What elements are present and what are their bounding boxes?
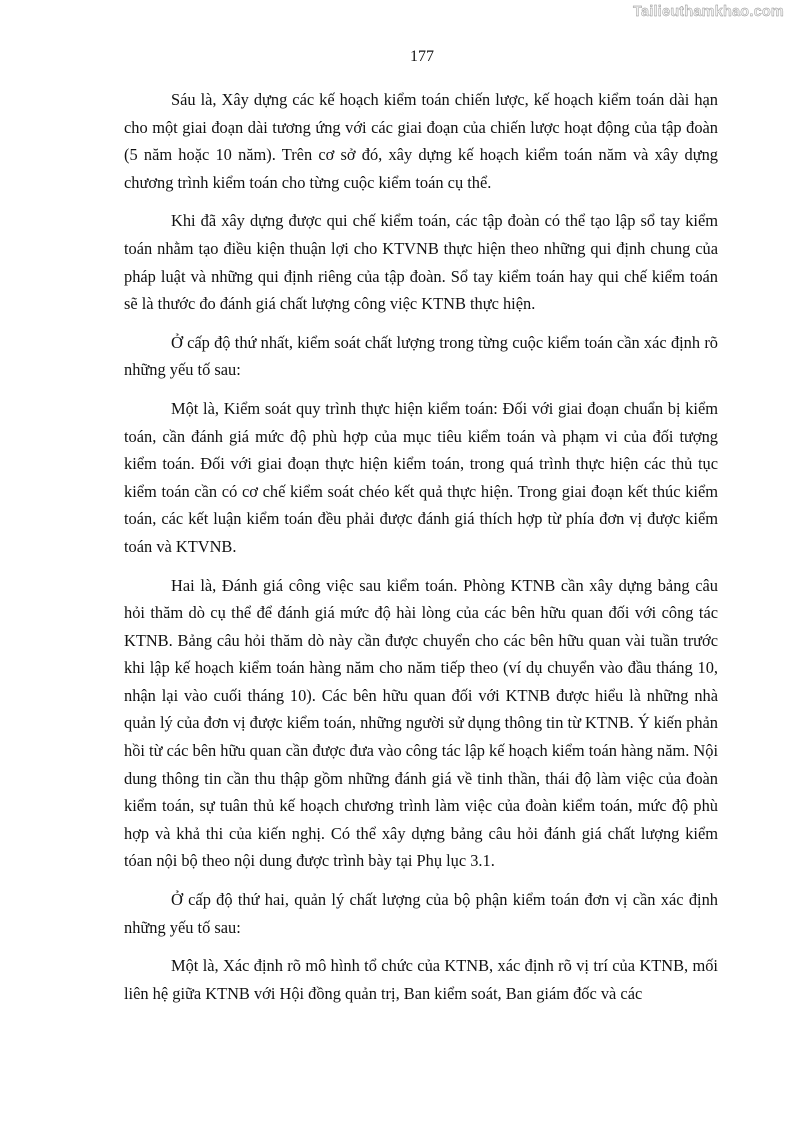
document-body [124,86,718,1018]
paragraph-7: Một là, Xác định rõ mô hình tổ chức của KTNB, xác định rõ vị trí của KTNB, mối liên hệ giữa KTNB với Hội đồng quản trị, Ban kiểm soát, Ban giám đốc và các [124,956,718,1003]
paragraph-1: Sáu là, Xây dựng các kế hoạch kiểm toán chiến lược, kế hoạch kiểm toán dài hạn cho một giai đoạn dài tương ứng với các giai đoạn của chiến lược hoạt động của tập đoàn (5 năm hoặc 10 năm). Trên cơ sở đó, xây dựng kế hoạch kiểm toán năm và xây dựng chương trình kiểm toán cho từng cuộc kiểm toán cụ thể. [124,90,718,192]
paragraph-2: Khi đã xây dựng được qui chế kiểm toán, các tập đoàn có thể tạo lập sổ tay kiểm toán nhằm tạo điều kiện thuận lợi cho KTVNB thực hiện theo những qui định chung của pháp luật và những qui định riêng của tập đoàn. Sổ tay kiểm toán hay qui chế kiểm toán sẽ là thước đo đánh giá chất lượng công việc KTNB thực hiện. [124,211,718,314]
watermark-text: Tailieuthamkhao.com [633,4,784,20]
paragraph-5: Hai là, Đánh giá công việc sau kiểm toán. Phòng KTNB cần xây dựng bảng câu hỏi thăm dò cụ thể để đánh giá mức độ hài lòng của các bên hữu quan đối với công tác KTNB. Bảng câu hỏi thăm dò này cần được chuyển cho các bên hữu quan vài tuần trước khi lập kế hoạch kiểm toán hàng năm cho năm tiếp theo (ví dụ chuyển vào đầu tháng 10, nhận lại vào cuối tháng 10). Các bên hữu quan đối với KTNB được hiểu là những nhà quản lý của đơn vị được kiểm toán, những người sử dụng thông tin từ KTNB. Ý kiến phản hồi từ các bên hữu quan cần được đưa vào công tác lập kế hoạch kiểm toán hàng năm. Nội dung thông tin cần thu thập gồm những đánh giá về tinh thần, thái độ làm việc của đoàn kiểm toán, sự tuân thủ kế hoạch chương trình làm việc của đoàn kiểm toán, mức độ phù hợp và khả thi của kiến nghị. Có thể xây dựng bảng câu hỏi đánh giá chất lượng kiểm tóan nội bộ theo nội dung được trình bày tại Phụ lục 3.1. [124,575,719,871]
paragraph-3: Ở cấp độ thứ nhất, kiểm soát chất lượng trong từng cuộc kiểm toán cần xác định rõ những yếu tố sau: [124,332,718,380]
paragraph-4: Một là, Kiểm soát quy trình thực hiện kiểm toán: Đối với giai đoạn chuẩn bị kiểm toán, cần đánh giá mức độ phù hợp của mục tiêu kiểm toán và phạm vi của đối tượng kiểm toán. Đối với giai đoạn thực hiện kiểm toán, trong quá trình thực hiện các thủ tục kiểm toán cần có cơ chế kiểm soát chéo kết quả thực hiện. Trong giai đoạn kết thúc kiểm toán, các kết luận kiểm toán đều phải được đánh giá thích hợp từ phía đơn vị được kiểm toán và KTVNB. [124,398,718,556]
page-number: 177 [410,48,434,65]
paragraph-6: Ở cấp độ thứ hai, quản lý chất lượng của bộ phận kiểm toán đơn vị cần xác định những yếu tố sau: [124,890,718,937]
